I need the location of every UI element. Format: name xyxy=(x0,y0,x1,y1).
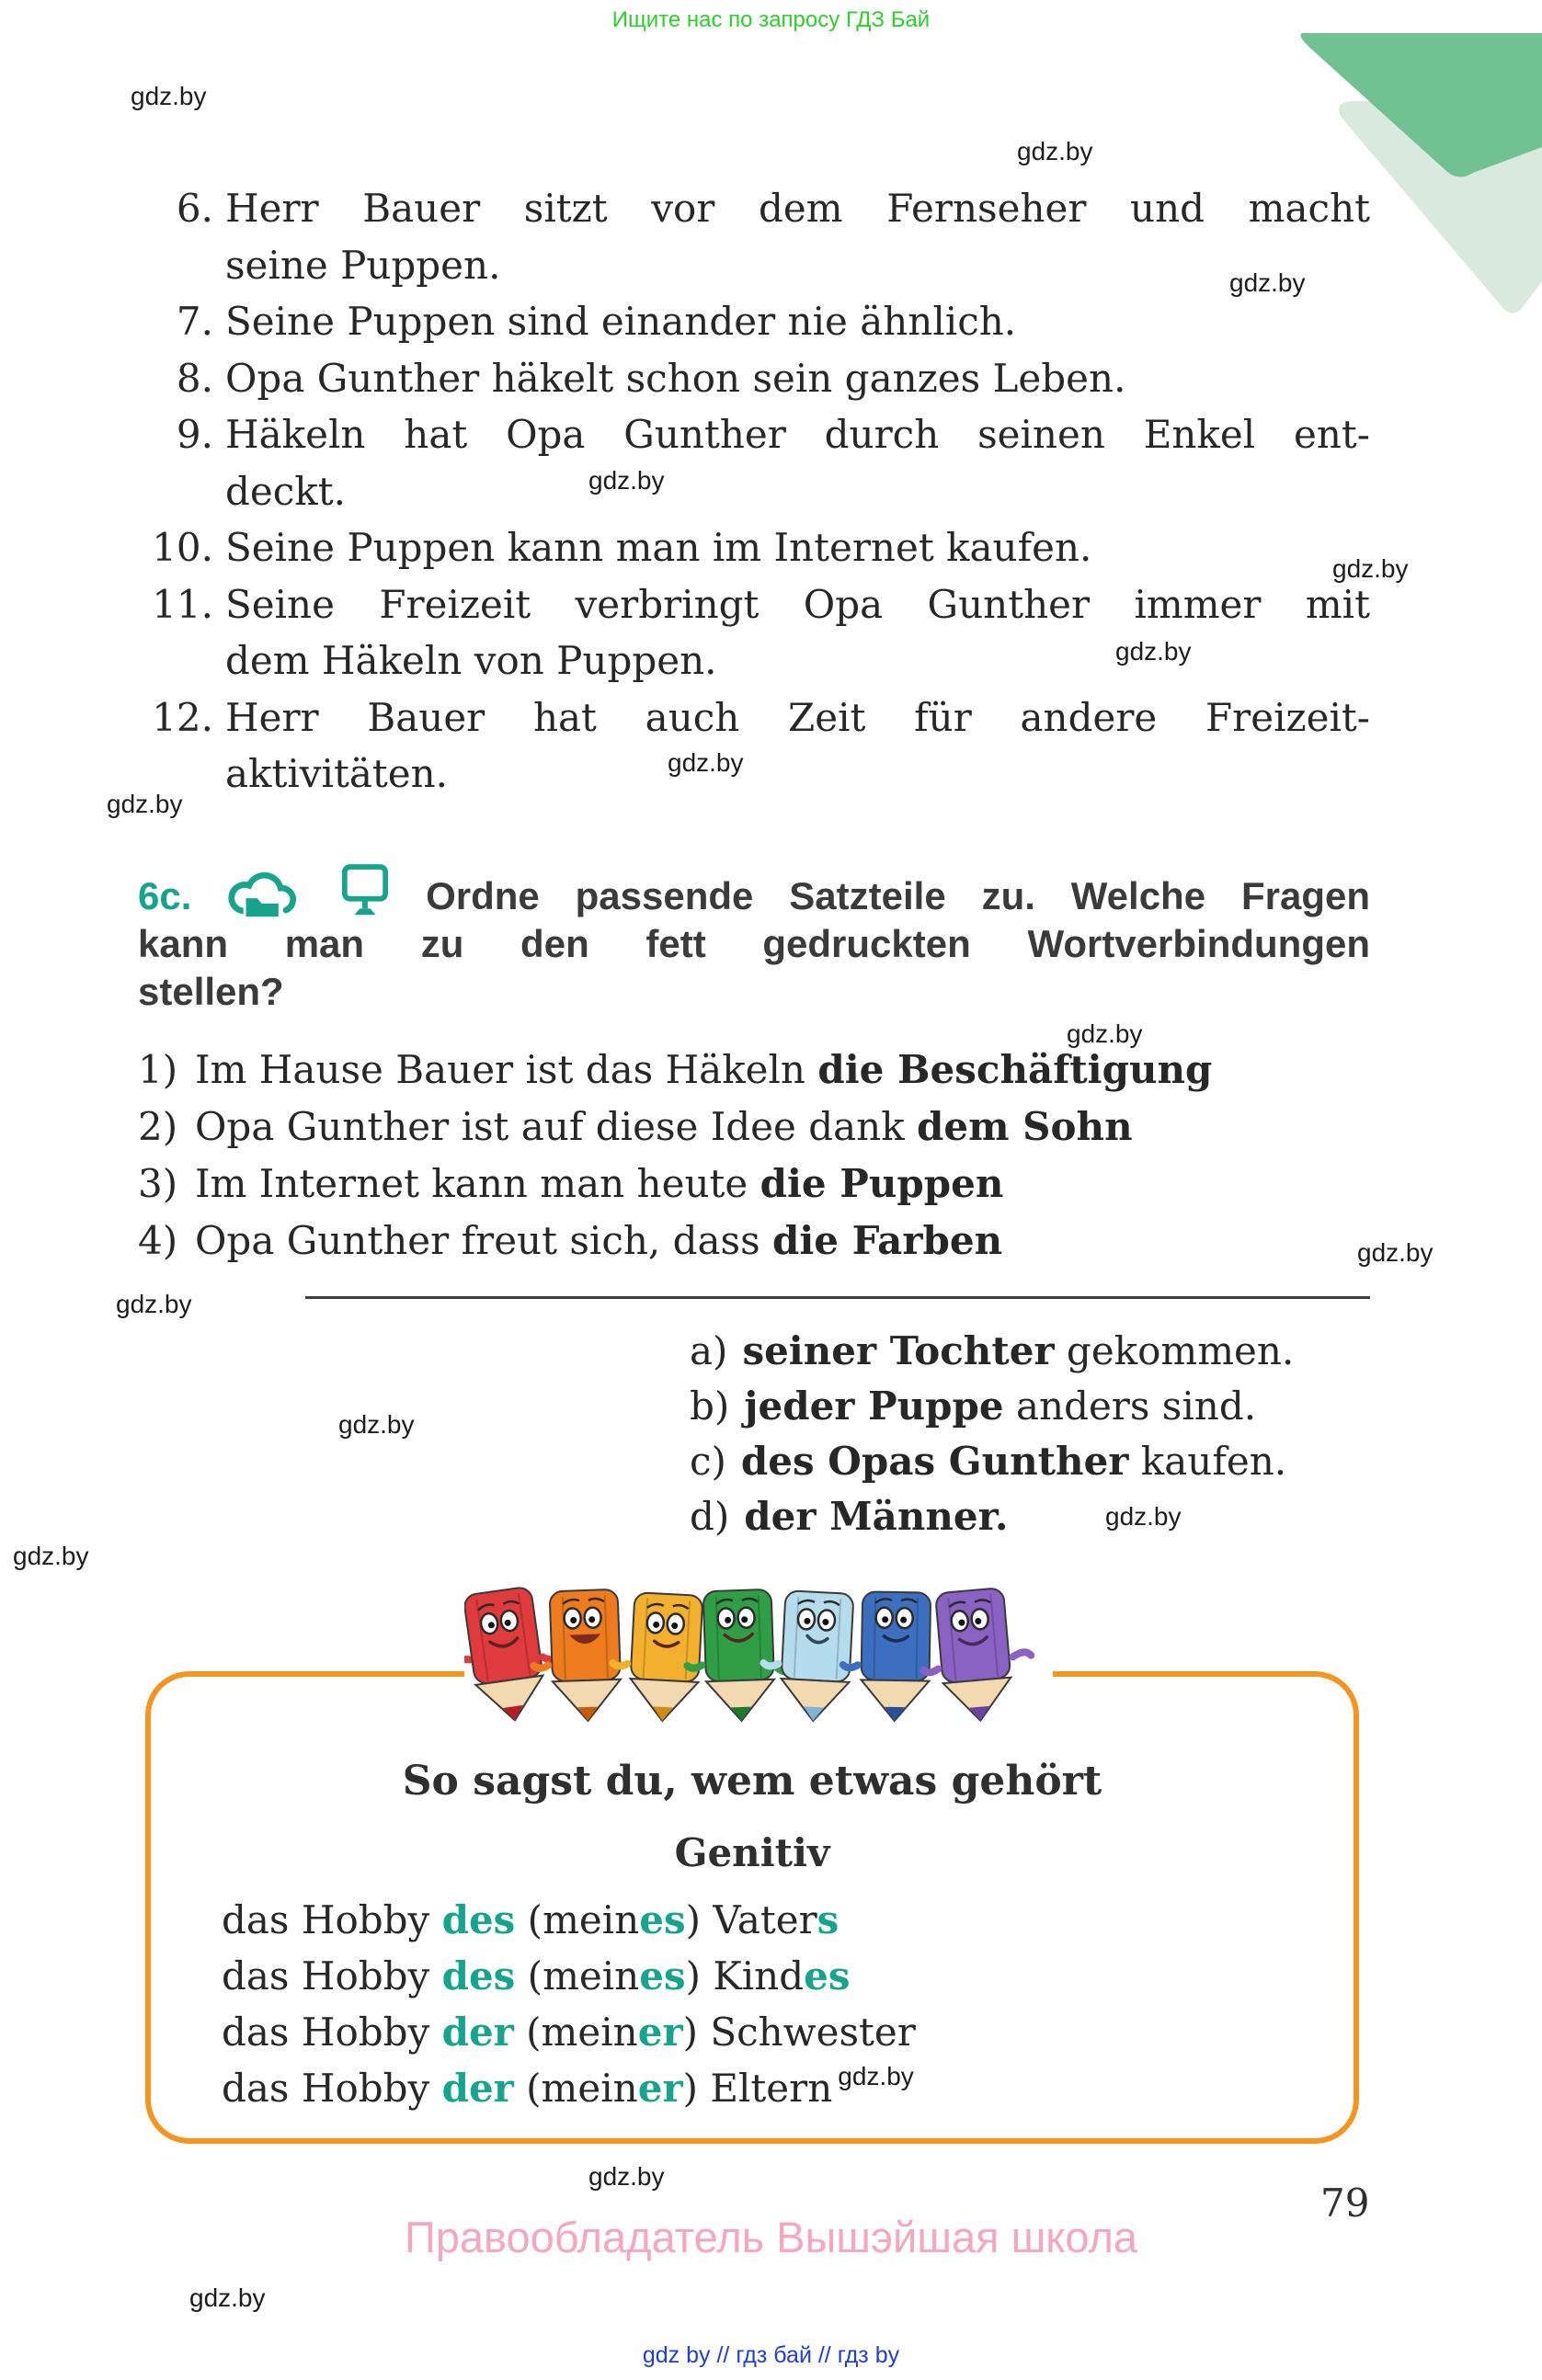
pencil-characters-image xyxy=(464,1581,1053,1737)
item-text-line: Seine Puppen kann man im Internet kaufen. xyxy=(225,525,1092,570)
clause xyxy=(138,1156,1425,1213)
exercise-6c-instruction xyxy=(138,861,1370,1016)
answer-list xyxy=(690,1324,1425,1544)
clause-text: Im Hause Bauer ist das Häkeln xyxy=(195,1047,818,1092)
answer-label: c) xyxy=(690,1439,726,1484)
instruction-text: Ordne passende Satzteile zu. Welche Fragen xyxy=(426,874,1370,917)
divider-line xyxy=(305,1296,1370,1299)
clause-label: 4) xyxy=(138,1218,178,1263)
clause xyxy=(138,1042,1425,1099)
example-text: das Hobby xyxy=(222,1897,442,1942)
gdz-watermark: gdz.by xyxy=(116,1290,192,1318)
example-text: (mein xyxy=(513,2066,638,2111)
gdz-watermark: gdz.by xyxy=(838,2062,914,2090)
example-article: des xyxy=(441,1953,516,1999)
gdz-watermark: gdz.by xyxy=(1017,137,1093,165)
clause-label: 2) xyxy=(138,1104,178,1149)
example-ending: es xyxy=(804,1953,851,1999)
example-text: ) Kind xyxy=(685,1953,805,1999)
gdz-watermark: gdz.by xyxy=(1105,1502,1182,1531)
gdz-watermark: gdz.by xyxy=(1229,268,1306,297)
grammar-box-subtitle: Genitiv xyxy=(674,1830,830,1875)
gdz-watermark: gdz.by xyxy=(588,2162,665,2191)
item-number: 8. xyxy=(176,355,213,401)
answer-bold-phrase: seiner Tochter xyxy=(742,1328,1055,1373)
publisher-line: Правообладатель Вышэйшая школа xyxy=(404,2213,1138,2261)
example-text: (mein xyxy=(513,2010,638,2055)
list-item xyxy=(138,576,1370,689)
example-text: (mein xyxy=(515,1897,640,1942)
list-item xyxy=(138,180,1370,293)
gdz-watermark: gdz.by xyxy=(1115,637,1192,666)
answer-label: a) xyxy=(690,1328,728,1373)
example-ending: er xyxy=(637,2066,683,2111)
clause-list xyxy=(138,1042,1425,1270)
example-article: des xyxy=(441,1897,516,1942)
example-text: ) Eltern xyxy=(682,2066,833,2111)
answer-bold-phrase: der Männer. xyxy=(744,1494,1009,1539)
list-item xyxy=(138,689,1370,803)
item-number: 9. xyxy=(176,412,213,457)
instruction-line: kann man zu den fett gedruckten Wortverbindungen xyxy=(138,922,1370,965)
instruction-line: stellen? xyxy=(138,970,284,1013)
item-number: 7. xyxy=(176,299,213,344)
clause-label: 1) xyxy=(138,1047,178,1092)
exercise-label: 6c. xyxy=(138,874,192,917)
answer xyxy=(690,1434,1425,1489)
example-article: der xyxy=(441,2066,514,2111)
gdz-watermark: gdz.by xyxy=(131,82,207,110)
clause xyxy=(138,1099,1425,1156)
footer-links: gdz by // гдз бай // гдз by xyxy=(642,2342,900,2368)
gdz-watermark: gdz.by xyxy=(668,748,744,777)
grammar-example xyxy=(222,1948,916,2004)
item-number: 12. xyxy=(152,694,213,740)
clause-bold-phrase: die Puppen xyxy=(760,1161,1004,1206)
answer xyxy=(690,1489,1425,1544)
answer-rest: anders sind. xyxy=(1003,1384,1257,1429)
gdz-watermark: gdz.by xyxy=(338,1410,415,1439)
item-text-line: Seine Freizeit verbringt Opa Gunther immer mit xyxy=(225,581,1370,627)
cloud-folder-icon xyxy=(227,861,304,920)
answer-label: b) xyxy=(690,1384,730,1429)
grammar-box-title: So sagst du, wem etwas gehört xyxy=(402,1758,1102,1805)
gdz-watermark: gdz.by xyxy=(588,466,665,495)
grammar-example xyxy=(222,2060,916,2116)
example-ending: es xyxy=(639,1897,686,1942)
clause-label: 3) xyxy=(138,1161,178,1206)
item-text-line: dem Häkeln von Puppen. xyxy=(225,638,717,683)
list-item xyxy=(138,293,1370,350)
example-ending: es xyxy=(639,1953,686,1999)
clause-bold-phrase: die Farben xyxy=(771,1218,1003,1263)
clause-bold-phrase: die Beschäftigung xyxy=(817,1047,1213,1092)
item-number: 6. xyxy=(176,186,213,231)
top-banner: Ищите нас по запросу ГДЗ Бай xyxy=(611,7,931,32)
example-article: der xyxy=(441,2010,514,2055)
answer xyxy=(690,1324,1425,1379)
item-text-line: Herr Bauer sitzt vor dem Fernseher und macht xyxy=(225,186,1370,231)
clause-text: Im Internet kann man heute xyxy=(195,1161,760,1206)
monitor-icon xyxy=(340,863,390,920)
clause-text: Opa Gunther ist auf diese Idee dank xyxy=(195,1104,918,1149)
item-number: 10. xyxy=(152,525,213,570)
example-text: ) Schwester xyxy=(682,2010,916,2055)
list-item xyxy=(138,406,1370,519)
answer-bold-phrase: des Opas Gunther xyxy=(740,1439,1129,1484)
grammar-examples xyxy=(222,1892,916,2116)
item-text-line: Opa Gunther häkelt schon sein ganzes Leben. xyxy=(225,355,1126,401)
instruction-line xyxy=(138,861,1370,920)
gdz-watermark: gdz.by xyxy=(1332,554,1409,583)
item-number: 11. xyxy=(152,581,213,627)
answer-bold-phrase: jeder Puppe xyxy=(744,1384,1004,1429)
page-number: 79 xyxy=(1320,2181,1370,2226)
gdz-watermark: gdz.by xyxy=(1067,1019,1143,1048)
grammar-example xyxy=(222,2004,916,2060)
gdz-watermark: gdz.by xyxy=(13,1542,89,1570)
item-text-line: Herr Bauer hat auch Zeit für andere Freizeit- xyxy=(225,694,1370,740)
clause-bold-phrase: dem Sohn xyxy=(917,1104,1133,1149)
answer-rest: gekommen. xyxy=(1054,1328,1295,1373)
grammar-example xyxy=(222,1892,916,1948)
clause xyxy=(138,1213,1425,1270)
example-text: das Hobby xyxy=(222,2010,442,2055)
item-text-line: Seine Puppen sind einander nie ähnlich. xyxy=(225,299,1017,344)
example-ending: er xyxy=(637,2010,683,2055)
example-text: (mein xyxy=(515,1953,640,1999)
example-text: das Hobby xyxy=(222,1953,442,1999)
answer xyxy=(690,1379,1425,1434)
example-text: ) Vater xyxy=(685,1897,817,1942)
item-text-line: Häkeln hat Opa Gunther durch seinen Enkel ent- xyxy=(225,412,1370,457)
list-item xyxy=(138,350,1370,407)
gdz-watermark: gdz.by xyxy=(1357,1238,1433,1267)
example-text: das Hobby xyxy=(222,2066,442,2111)
item-text-line: deckt. xyxy=(225,468,346,514)
gdz-watermark: gdz.by xyxy=(189,2283,266,2312)
clause-text: Opa Gunther freut sich, dass xyxy=(195,1218,772,1263)
reading-list xyxy=(138,180,1370,803)
example-ending: s xyxy=(817,1897,840,1942)
list-item xyxy=(138,519,1370,576)
gdz-watermark: gdz.by xyxy=(107,790,183,818)
answer-rest: kaufen. xyxy=(1128,1439,1287,1484)
answer-label: d) xyxy=(690,1494,730,1539)
item-text-line: seine Puppen. xyxy=(225,242,501,288)
item-text-line: aktivitäten. xyxy=(225,751,449,796)
